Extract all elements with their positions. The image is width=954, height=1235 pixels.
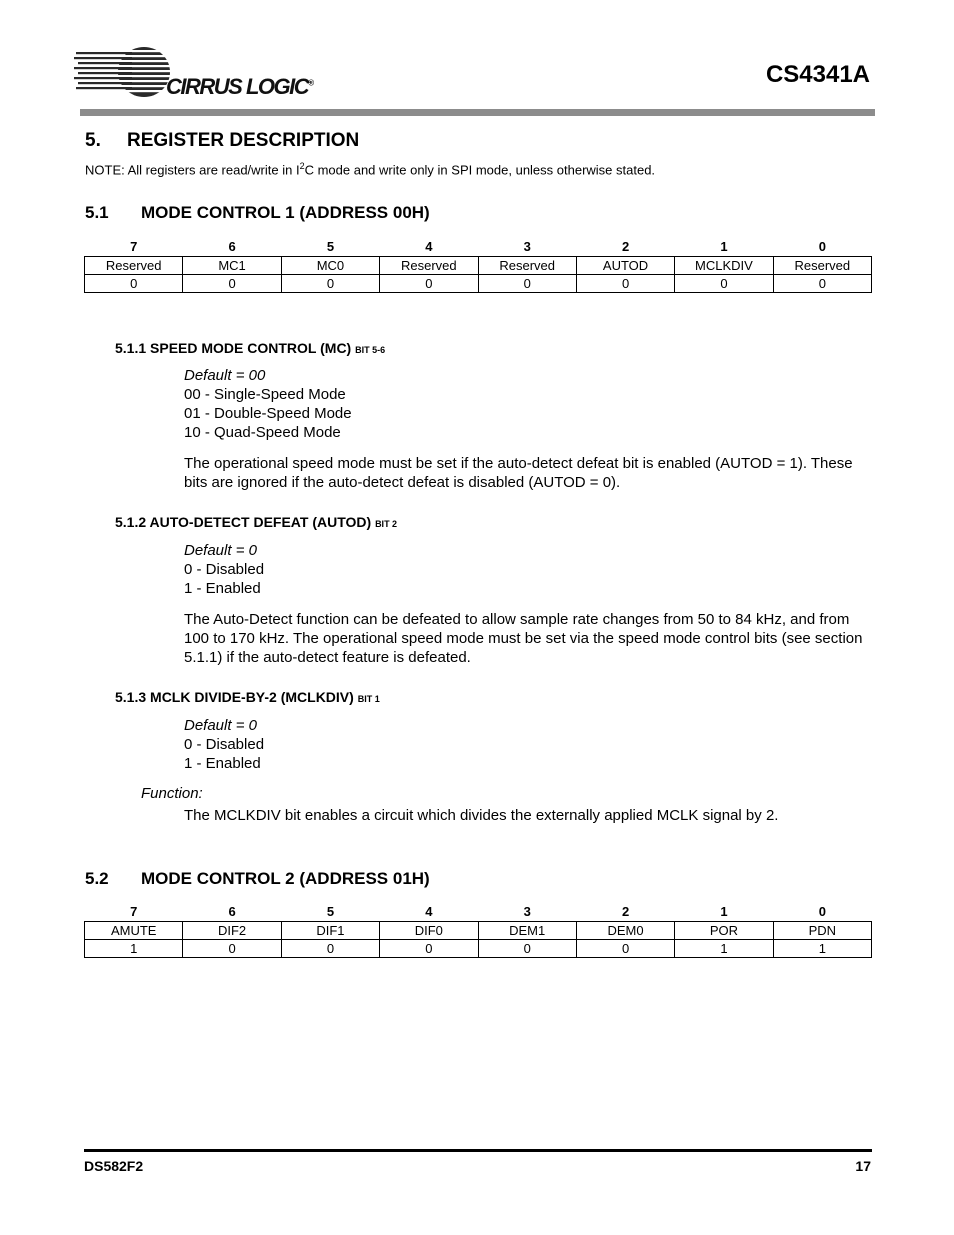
bit-number: 6 xyxy=(228,904,236,919)
bit-default: 0 xyxy=(183,940,281,958)
bit-name: Reserved xyxy=(85,257,183,275)
bit-number: 6 xyxy=(228,239,236,254)
bit-number: 0 xyxy=(818,239,826,254)
bit-default: 0 xyxy=(478,275,576,293)
option-item: 10 - Quad-Speed Mode xyxy=(184,424,341,441)
logo-wordmark: CIRRUS LOGIC xyxy=(166,74,309,99)
bit-number: 2 xyxy=(621,904,630,919)
bit-default: 0 xyxy=(380,940,478,958)
mclkdiv-options xyxy=(184,716,264,773)
subsubsection-heading-5-1-1: 5.1.1 SPEED MODE CONTROL (MC) BIT 5-6 xyxy=(115,340,386,356)
register-table-mode-control-1 xyxy=(84,237,872,293)
bit-default: 0 xyxy=(773,275,871,293)
mclkdiv-function-description: The MCLKDIV bit enables a circuit which divides the externally applied MCLK signal by 2. xyxy=(184,807,779,824)
bit-number: 1 xyxy=(720,239,728,254)
document-id: DS582F2 xyxy=(84,1158,144,1174)
bit-default: 0 xyxy=(576,275,674,293)
section-title: REGISTER DESCRIPTION xyxy=(127,130,360,151)
subsection-heading-5-1: 5.1 MODE CONTROL 1 (ADDRESS 00H) xyxy=(85,203,430,222)
cirrus-logic-logo: CIRRUS LOGIC® xyxy=(74,44,334,102)
bit-name: AUTOD xyxy=(576,257,674,275)
bit-number: 5 xyxy=(326,239,335,254)
bit-number: 4 xyxy=(425,239,433,254)
autod-options xyxy=(184,541,264,598)
bit-default: 0 xyxy=(281,275,379,293)
bit-number: 3 xyxy=(523,904,531,919)
option-item: 0 - Disabled xyxy=(184,561,265,578)
bit-number: 5 xyxy=(326,904,335,919)
option-item: 1 - Enabled xyxy=(184,580,261,597)
page-number: 17 xyxy=(855,1158,871,1174)
bit-number: 4 xyxy=(425,904,433,919)
default-value: Default = 0 xyxy=(184,542,257,559)
section-number: 5. xyxy=(85,130,101,151)
bit-number: 2 xyxy=(621,239,630,254)
bit-number: 3 xyxy=(523,239,531,254)
subsubsection-heading-5-1-2: 5.1.2 AUTO-DETECT DEFEAT (AUTOD) BIT 2 xyxy=(115,514,398,530)
option-item: 1 - Enabled xyxy=(184,755,261,772)
bit-name: MCLKDIV xyxy=(675,257,773,275)
bit-name: DIF2 xyxy=(183,922,281,940)
bit-number: 1 xyxy=(720,904,728,919)
bit-number: 0 xyxy=(818,904,826,919)
register-note: NOTE: All registers are read/write in $I^2C$ mode and write only in SPI mode, unless otherwise stated. xyxy=(85,161,656,178)
bit-name: MC1 xyxy=(183,257,281,275)
bit-default: 1 xyxy=(773,940,871,958)
default-value: Default = 00 xyxy=(184,367,266,384)
footer-divider xyxy=(84,1149,872,1152)
bit-name: Reserved xyxy=(478,257,576,275)
subsection-heading-5-2: 5.2 MODE CONTROL 2 (ADDRESS 01H) xyxy=(85,869,430,888)
bit-name: AMUTE xyxy=(85,922,183,940)
option-item: 01 - Double-Speed Mode xyxy=(184,405,352,422)
part-number: CS4341A xyxy=(765,61,870,88)
header-divider xyxy=(80,109,875,116)
bit-name: MC0 xyxy=(281,257,379,275)
bit-default: 0 xyxy=(478,940,576,958)
register-table-mode-control-2 xyxy=(84,902,872,958)
bit-number: 7 xyxy=(130,239,138,254)
speed-mode-options xyxy=(184,366,352,442)
option-item: 0 - Disabled xyxy=(184,736,265,753)
section-heading xyxy=(85,130,359,152)
bit-default: 0 xyxy=(85,275,183,293)
bit-default: 0 xyxy=(183,275,281,293)
default-value: Default = 0 xyxy=(184,717,257,734)
bit-default: 1 xyxy=(85,940,183,958)
bit-default: 0 xyxy=(281,940,379,958)
bit-default: 0 xyxy=(380,275,478,293)
bit-default: 0 xyxy=(576,940,674,958)
bit-name: DIF1 xyxy=(281,922,379,940)
subsubsection-heading-5-1-3: 5.1.3 MCLK DIVIDE-BY-2 (MCLKDIV) BIT 1 xyxy=(115,689,380,705)
option-item: 00 - Single-Speed Mode xyxy=(184,386,346,403)
bit-name: PDN xyxy=(773,922,871,940)
bit-name: POR xyxy=(675,922,773,940)
bit-name: DEM0 xyxy=(576,922,674,940)
autod-description: The Auto-Detect function can be defeated to allow sample rate changes from 50 to 84 kHz, and from 100 to 170 kHz. The operational speed mode must be set via the speed mode control bits (see section 5.1.1) if the auto-detect feature is defeated. xyxy=(184,611,863,666)
function-label: Function: xyxy=(141,785,203,802)
speed-mode-description: The operational speed mode must be set if the auto-detect defeat bit is enabled (AUTOD = 1). These bits are ignored if the auto-detect defeat is disabled (AUTOD = 0). xyxy=(184,455,853,491)
bit-name: DEM1 xyxy=(478,922,576,940)
bit-default: 0 xyxy=(675,275,773,293)
bit-default: 1 xyxy=(675,940,773,958)
bit-name: DIF0 xyxy=(380,922,478,940)
bit-number: 7 xyxy=(130,904,138,919)
bit-name: Reserved xyxy=(773,257,871,275)
bit-name: Reserved xyxy=(380,257,478,275)
